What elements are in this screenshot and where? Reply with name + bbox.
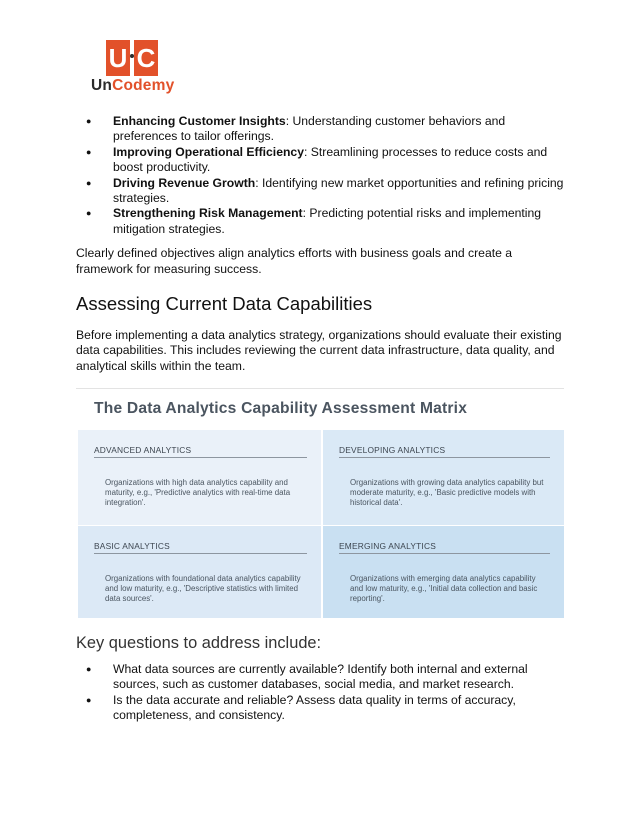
quadrant-description: Organizations with emerging data analytics capability and low maturity, e.g., 'Initial data collection and basic reporting'. (350, 574, 538, 603)
logo-letter-u: U (106, 40, 130, 76)
key-questions-section (76, 632, 564, 724)
quadrant-description: Organizations with high data analytics capability and maturity, e.g., 'Predictive analytics with real-time data integration'. (105, 478, 291, 507)
quadrant-heading: DEVELOPING ANALYTICS (339, 445, 446, 455)
logo-wordmark-un: Un (91, 77, 113, 94)
list-item (76, 145, 564, 176)
uncodemy-logo (91, 40, 181, 96)
objective-title: Strengthening Risk Management (113, 206, 303, 221)
objective-text: : Streamlining processes to reduce costs and boost productivity. (113, 144, 548, 175)
objectives-summary: Clearly defined objectives align analytics efforts with business goals and create a framework for measuring success. (76, 246, 513, 276)
quadrant-developing-analytics (323, 430, 564, 525)
objective-title: Driving Revenue Growth (113, 175, 256, 190)
main-content (76, 114, 564, 386)
matrix-title: The Data Analytics Capability Assessment Matrix (94, 400, 468, 417)
quadrant-heading: EMERGING ANALYTICS (339, 541, 436, 551)
objective-title: Enhancing Customer Insights (113, 114, 286, 128)
logo-wordmark (91, 77, 174, 95)
objective-text: : Identifying new market opportunities and refining pricing strategies. (113, 175, 564, 206)
objective-title: Improving Operational Efficiency (113, 144, 304, 159)
section-heading: Assessing Current Data Capabilities (76, 293, 373, 315)
list-item (76, 114, 564, 145)
quadrant-divider (339, 457, 550, 458)
quadrant-emerging-analytics (323, 526, 564, 618)
quadrant-divider (94, 457, 307, 458)
quadrant-heading: BASIC ANALYTICS (94, 541, 170, 551)
section-intro: Before implementing a data analytics strategy, organizations should evaluate their existing data capabilities. This includes reviewing the current data infrastructure, data quality, and analytical skills within the team. (76, 328, 562, 373)
quadrant-description: Organizations with foundational data analytics capability and low maturity, e.g., 'Descriptive statistics with limited data sources'. (105, 574, 301, 603)
objective-text: : Predicting potential risks and implementing mitigation strategies. (113, 206, 542, 236)
quadrant-description: Organizations with growing data analytics capability but moderate maturity, e.g., 'Basic predictive models with historical data'. (350, 478, 544, 507)
logo-wordmark-codemy: Codemy (112, 77, 175, 94)
quadrant-basic-analytics (78, 526, 321, 618)
logo-mark (106, 40, 158, 76)
capability-matrix-figure (76, 388, 564, 619)
list-item (76, 206, 564, 237)
quadrant-divider (339, 553, 550, 554)
objective-text: : Understanding customer behaviors and preferences to tailor offerings. (113, 114, 506, 144)
logo-letter-c: C (134, 40, 158, 76)
list-item (76, 176, 564, 207)
quadrant-advanced-analytics (78, 430, 321, 525)
list-item: ● Is the data accurate and reliable? Assess data quality in terms of accuracy, completeness, and consistency. (76, 693, 564, 724)
quadrant-heading: ADVANCED ANALYTICS (94, 445, 192, 455)
key-questions-list (76, 662, 564, 724)
key-questions-heading: Key questions to address include: (76, 634, 322, 652)
quadrant-divider (94, 553, 307, 554)
objectives-list (76, 114, 564, 237)
list-item: ● What data sources are currently available? Identify both internal and external sources, such as customer databases, social media, and market research. (76, 662, 564, 693)
logo-dot-icon (130, 54, 134, 58)
